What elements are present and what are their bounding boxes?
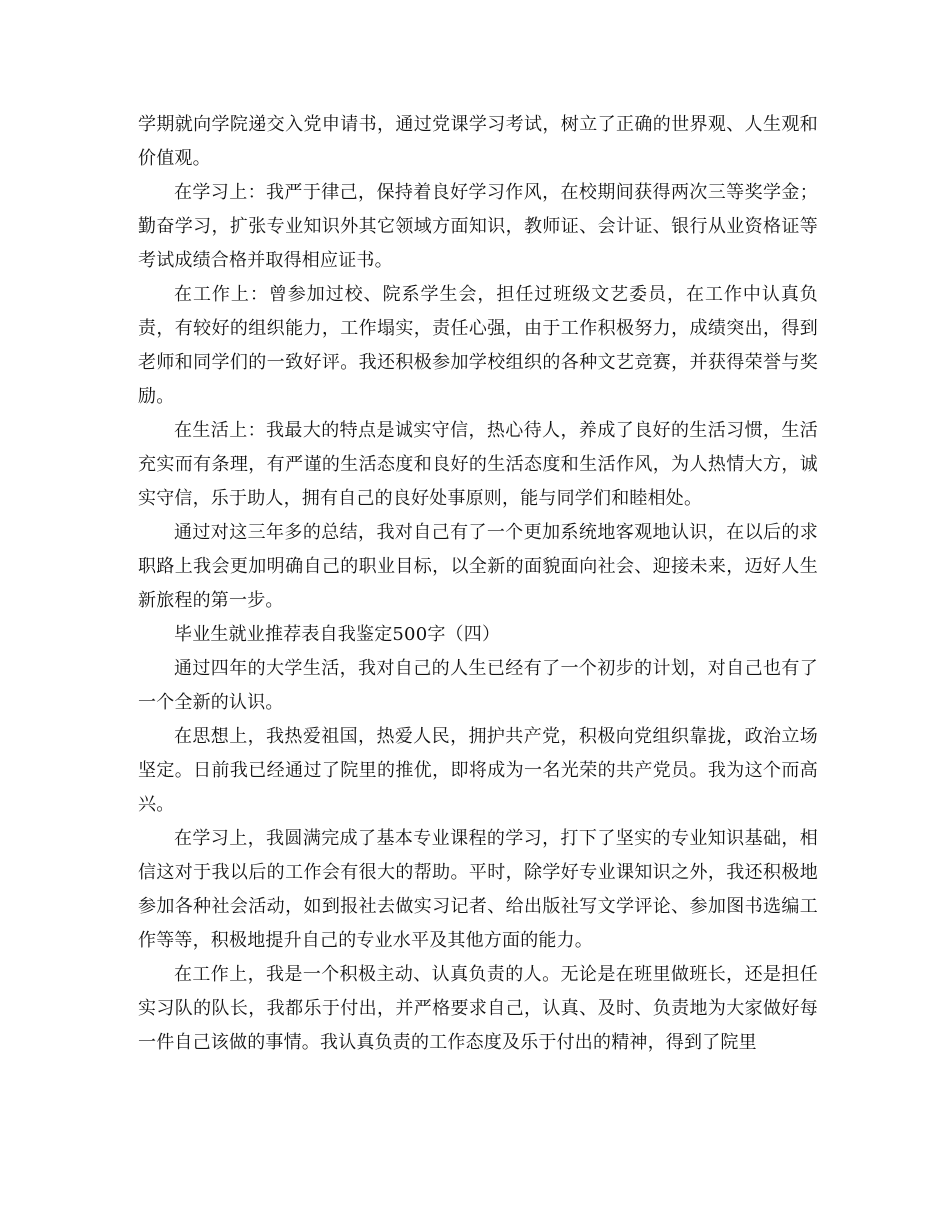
document-body	[138, 108, 818, 1060]
paragraph-study-two: 在学习上，我圆满完成了基本专业课程的学习，打下了坚实的专业知识基础，相信这对于我以后的工作会有很大的帮助。平时，除学好专业课知识之外，我还积极地参加各种社会活动，如到报社去做实习记者、给出版社写文学评论、参加图书选编工作等等，积极地提升自己的专业水平及其他方面的能力。	[138, 828, 818, 951]
paragraph-work: 在工作上：曾参加过校、院系学生会，担任过班级文艺委员，在工作中认真负责，有较好的组织能力，工作塌实，责任心强，由于工作积极努力，成绩突出，得到老师和同学们的一致好评。我还积极参加学校组织的各种文艺竞赛，并获得荣誉与奖励。	[138, 284, 818, 407]
paragraph-work-two: 在工作上，我是一个积极主动、认真负责的人。无论是在班里做班长，还是担任实习队的队长，我都乐于付出，并严格要求自己，认真、及时、负责地为大家做好每一件自己该做的事情。我认真负责的工作态度及乐于付出的精神，得到了院里	[138, 964, 818, 1053]
paragraph-intro: 通过四年的大学生活，我对自己的人生已经有了一个初步的计划，对自己也有了一个全新的认识。	[138, 658, 818, 713]
section-heading-four: 毕业生就业推荐表自我鉴定500字（四）	[174, 624, 501, 645]
paragraph-summary: 通过对这三年多的总结，我对自己有了一个更加系统地客观地认识，在以后的求职路上我会更加明确自己的职业目标，以全新的面貌面向社会、迎接未来，迈好人生新旅程的第一步。	[138, 522, 818, 611]
paragraph-life: 在生活上：我最大的特点是诚实守信，热心待人，养成了良好的生活习惯，生活充实而有条理，有严谨的生活态度和良好的生活态度和生活作风，为人热情大方，诚实守信，乐于助人，拥有自己的良好处事原则，能与同学们和睦相处。	[138, 420, 818, 509]
paragraph-thought: 在思想上，我热爱祖国，热爱人民，拥护共产党，积极向党组织靠拢，政治立场坚定。日前我已经通过了院里的推优，即将成为一名光荣的共产党员。我为这个而高兴。	[138, 726, 818, 815]
paragraph-party-application-continuation: 学期就向学院递交入党申请书，通过党课学习考试，树立了正确的世界观、人生观和价值观。	[138, 114, 818, 169]
paragraph-study: 在学习上：我严于律己，保持着良好学习作风，在校期间获得两次三等奖学金；勤奋学习，扩张专业知识外其它领域方面知识，教师证、会计证、银行从业资格证等考试成绩合格并取得相应证书。	[138, 182, 818, 271]
